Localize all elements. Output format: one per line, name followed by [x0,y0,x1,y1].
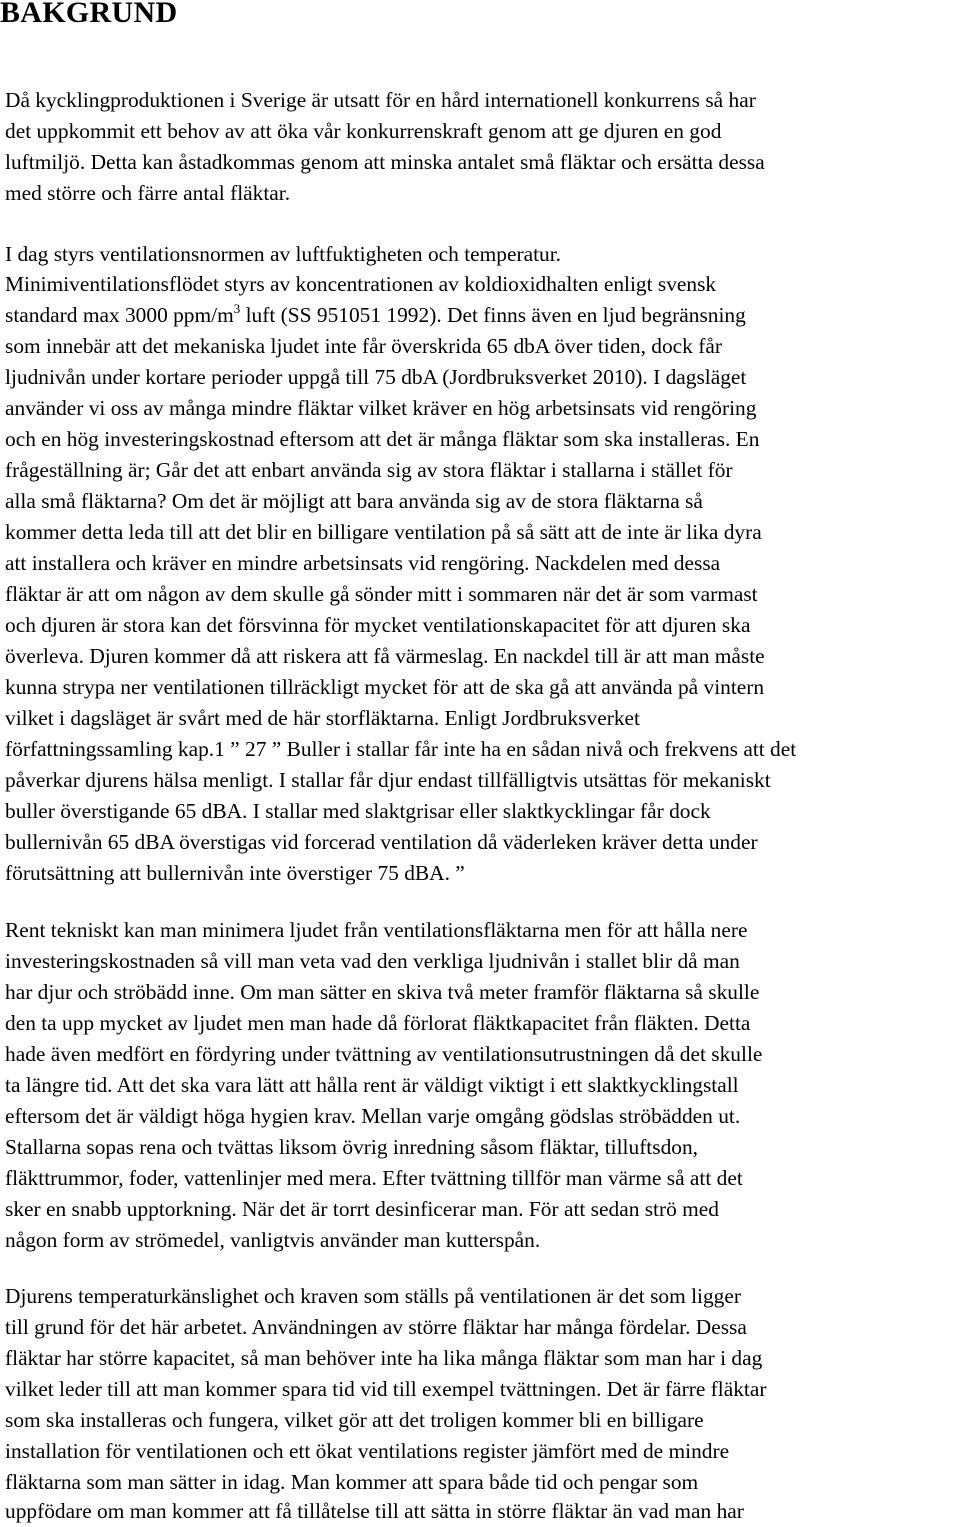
paragraph-2-line-17: författningssamling kap.1 ” 27 ” Buller i stallar får inte ha en sådan nivå och frekvens att det [5,737,797,761]
paragraph-4-line-6: installation för ventilationen och ett ökat ventilations register jämfört med de mindre [5,1439,730,1463]
paragraph-3-line-8: Stallarna sopas rena och tvättas liksom övrig inredning såsom fläktar, tilluftsdon, [5,1135,699,1159]
paragraph-2-line-1: I dag styrs ventilationsnormen av luftfuktigheten och temperatur. [5,242,562,266]
paragraph-3-line-4: den ta upp mycket av ljudet men man hade då förlorat fläktkapacitet från fläkten. Detta [5,1011,751,1035]
paragraph-4-line-4: vilket leder till att man kommer spara tid vid till exempel tvättningen. Det är färre fläktar [5,1377,767,1401]
paragraph-3-line-9: fläkttrummor, foder, vattenlinjer med mera. Efter tvättning tillför man värme så att det [5,1166,743,1190]
paragraph-2-line-21: förutsättning att bullernivån inte överstiger 75 dBA. ” [5,861,465,885]
paragraph-4-line-3: fläktar har större kapacitet, så man behöver inte ha lika många fläktar som man har i dag [5,1346,763,1370]
paragraph-3-line-2: investeringskostnaden så vill man veta vad den verkliga ljudnivån i stallet blir då man [5,949,740,973]
paragraph-3-line-11: någon form av strömedel, vanligtvis använder man kutterspån. [5,1228,541,1252]
paragraph-2-line-11: att installera och kräver en mindre arbetsinsats vid rengöring. Nackdelen med dessa [5,551,721,575]
paragraph-2-line-3 [5,300,746,331]
paragraph-2-line-5: ljudnivån under kortare perioder uppgå till 75 dbA (Jordbruksverket 2010). I dagsläget [5,365,747,389]
paragraph-3-line-1: Rent tekniskt kan man minimera ljudet från ventilationsfläktarna men för att hålla nere [5,918,748,942]
section-heading: BAKGRUND [0,0,178,29]
paragraph-4-line-7: fläktarna som man sätter in idag. Man kommer att spara både tid och pengar som [5,1470,699,1494]
paragraph-1-line-2: det uppkommit ett behov av att öka vår konkurrenskraft genom att ge djuren en god [5,119,722,143]
paragraph-2-line-18: påverkar djurens hälsa menligt. I stallar får djur endast tillfälligtvis utsättas för mekaniskt [5,768,771,792]
paragraph-2-line-3-start: standard max 3000 ppm/m [5,303,234,327]
paragraph-2-line-2: Minimiventilationsflödet styrs av koncentrationen av koldioxidhalten enligt svensk [5,272,717,296]
paragraph-3-line-10: sker en snabb upptorkning. När det är torrt desinficerar man. För att sedan strö med [5,1197,719,1221]
paragraph-2-line-4: som innebär att det mekaniska ljudet inte får överskrida 65 dbA över tiden, dock får [5,334,722,358]
paragraph-2-line-10: kommer detta leda till att det blir en billigare ventilation på så sätt att de inte är lika dyra [5,520,762,544]
paragraph-3-line-6: ta längre tid. Att det ska vara lätt att hålla rent är väldigt viktigt i ett slaktkycklingstall [5,1073,739,1097]
paragraph-4-line-1: Djurens temperaturkänslighet och kraven som ställs på ventilationen är det som ligger [5,1284,741,1308]
superscript-three: 3 [233,301,241,316]
paragraph-2-line-20: bullernivån 65 dBA överstigas vid forcerad ventilation då väderleken kräver detta under [5,830,758,854]
paragraph-4-line-8: uppfödare om man kommer att få tillåtelse till att sätta in större fläktar än vad man har [5,1499,744,1523]
paragraph-4-line-2: till grund för det här arbetet. Användningen av större fläktar har många fördelar. Dessa [5,1315,747,1339]
paragraph-3-line-3: har djur och ströbädd inne. Om man sätter en skiva två meter framför fläktarna så skulle [5,980,760,1004]
paragraph-1-line-1: Då kycklingproduktionen i Sverige är utsatt för en hård internationell konkurrens så har [5,88,756,112]
paragraph-1-line-4: med större och färre antal fläktar. [5,181,291,205]
paragraph-2-line-6: använder vi oss av många mindre fläktar vilket kräver en hög arbetsinsats vid rengöring [5,396,757,420]
paragraph-2-line-12: fläktar är att om någon av dem skulle gå sönder mitt i sommaren när det är som varmast [5,582,758,606]
paragraph-3-line-5: hade även medfört en fördyring under tvättning av ventilationsutrustningen då det skulle [5,1042,763,1066]
paragraph-2-line-13: och djuren är stora kan det försvinna för mycket ventilationskapacitet för att djuren ska [5,613,751,637]
paragraph-1-line-3: luftmiljö. Detta kan åstadkommas genom att minska antalet små fläktar och ersätta dessa [5,150,765,174]
paragraph-3-line-7: eftersom det är väldigt höga hygien krav. Mellan varje omgång gödslas ströbädden ut. [5,1104,741,1128]
paragraph-2-line-15: kunna strypa ner ventilationen tillräckligt mycket för att de ska gå att använda på vintern [5,675,765,699]
paragraph-4-line-5: som ska installeras och fungera, vilket gör att det troligen kommer bli en billigare [5,1408,704,1432]
paragraph-2-line-8: frågeställning är; Går det att enbart använda sig av stora fläktar i stallarna i stället för [5,458,733,482]
paragraph-2-line-7: och en hög investeringskostnad eftersom att det är många fläktar som ska installeras. En [5,427,760,451]
paragraph-2-line-14: överleva. Djuren kommer då att riskera att få värmeslag. En nackdel till är att man måste [5,644,765,668]
paragraph-2-line-19: buller överstigande 65 dBA. I stallar med slaktgrisar eller slaktkycklingar får dock [5,799,711,823]
paragraph-2-line-3-end: luft (SS 951051 1992). Det finns även en ljud begränsning [240,303,746,327]
paragraph-2-line-9: alla små fläktarna? Om det är möjligt att bara använda sig av de stora fläktarna så [5,489,703,513]
paragraph-2-line-16: vilket i dagsläget är svårt med de här storfläktarna. Enligt Jordbruksverket [5,706,640,730]
